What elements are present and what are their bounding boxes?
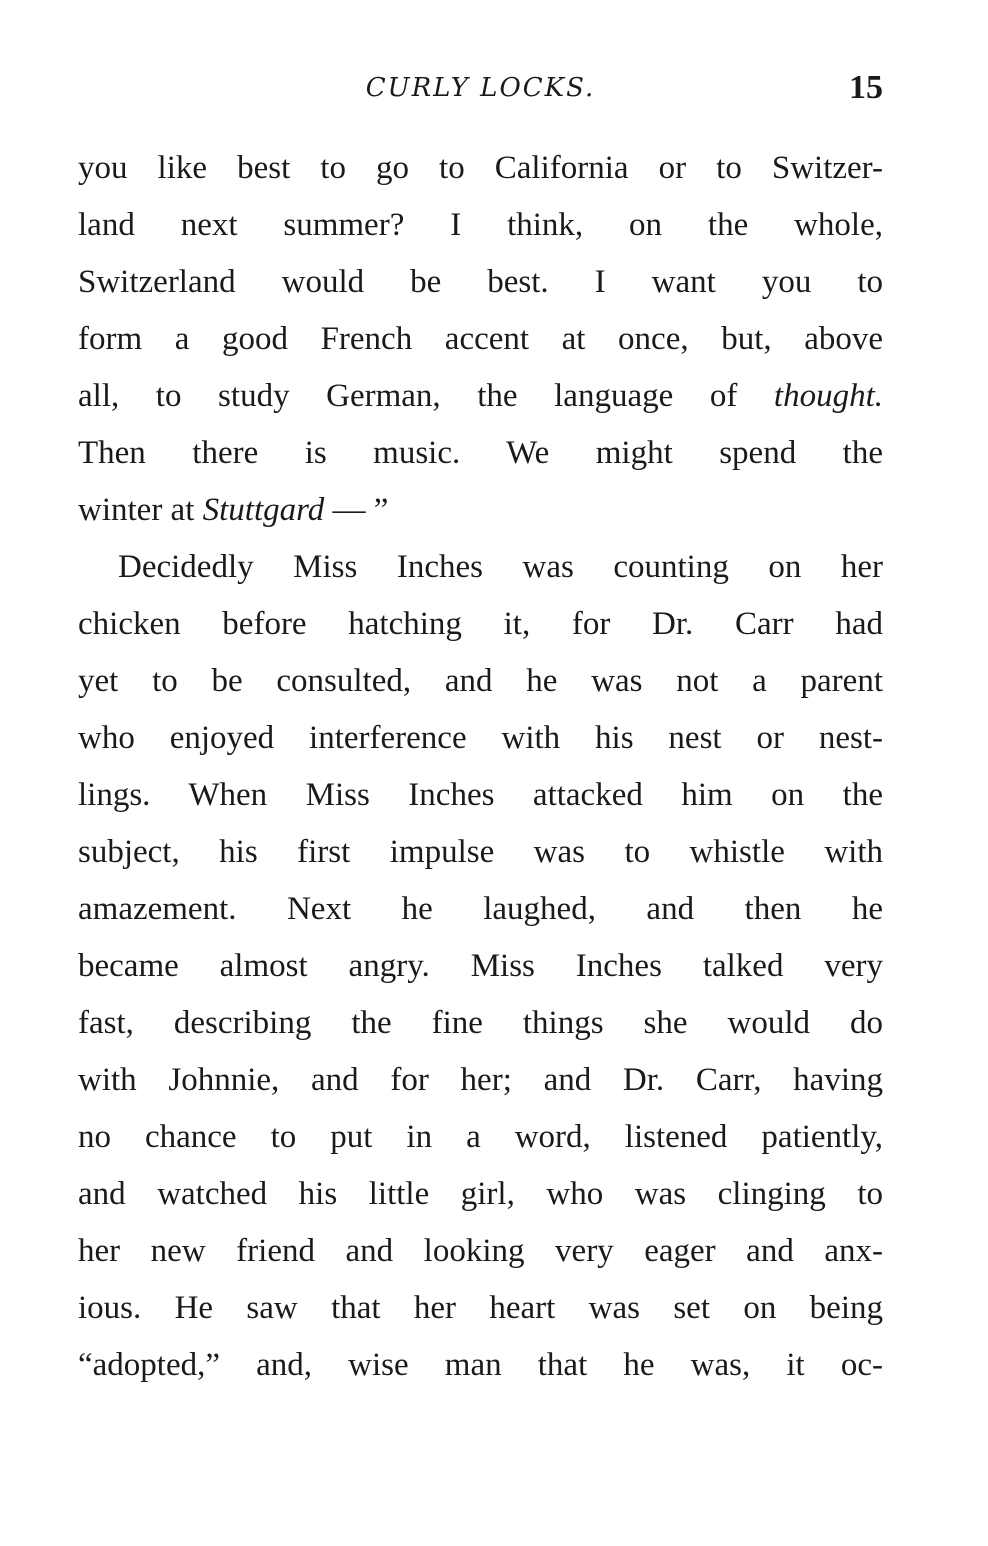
text-line: Then there is music. We might spend the	[78, 435, 883, 471]
running-head	[78, 64, 883, 112]
text-line: yet to be consulted, and he was not a parent	[78, 663, 883, 699]
text-line: you like best to go to California or to Switzer-	[78, 150, 883, 186]
text-line: fast, describing the fine things she would do	[78, 1005, 883, 1041]
text-segment: all, to study German, the language of	[78, 378, 774, 414]
text-line: ious. He saw that her heart was set on being	[78, 1290, 883, 1326]
text-line: her new friend and looking very eager and anx-	[78, 1233, 883, 1269]
text-line: became almost angry. Miss Inches talked very	[78, 948, 883, 984]
text-line: form a good French accent at once, but, above	[78, 321, 883, 357]
page-number: 15	[849, 69, 883, 106]
text-line: land next summer? I think, on the whole,	[78, 207, 883, 243]
text-line: subject, his first impulse was to whistle with	[78, 834, 883, 870]
text-line: no chance to put in a word, listened patiently,	[78, 1119, 883, 1155]
text-line: amazement. Next he laughed, and then he	[78, 891, 883, 927]
running-title: CURLY LOCKS.	[365, 73, 596, 103]
text-line: “adopted,” and, wise man that he was, it oc-	[78, 1347, 883, 1383]
text-line: Decidedly Miss Inches was counting on her	[118, 549, 883, 585]
text-line: chicken before hatching it, for Dr. Carr had	[78, 606, 883, 642]
text-line: with Johnnie, and for her; and Dr. Carr, having	[78, 1062, 883, 1098]
text-segment: winter at	[78, 492, 203, 528]
text-line: and watched his little girl, who was clinging to	[78, 1176, 883, 1212]
text-line: lings. When Miss Inches attacked him on the	[78, 777, 883, 813]
text-line: who enjoyed interference with his nest or nest-	[78, 720, 883, 756]
closing-quote: — ”	[324, 492, 389, 528]
text-line	[78, 482, 883, 539]
text-line: Switzerland would be best. I want you to	[78, 264, 883, 300]
body-text	[78, 140, 883, 1394]
text-line	[78, 368, 883, 425]
italic-word-thought: thought.	[773, 378, 883, 414]
italic-word-stuttgard: Stuttgard	[202, 492, 325, 528]
